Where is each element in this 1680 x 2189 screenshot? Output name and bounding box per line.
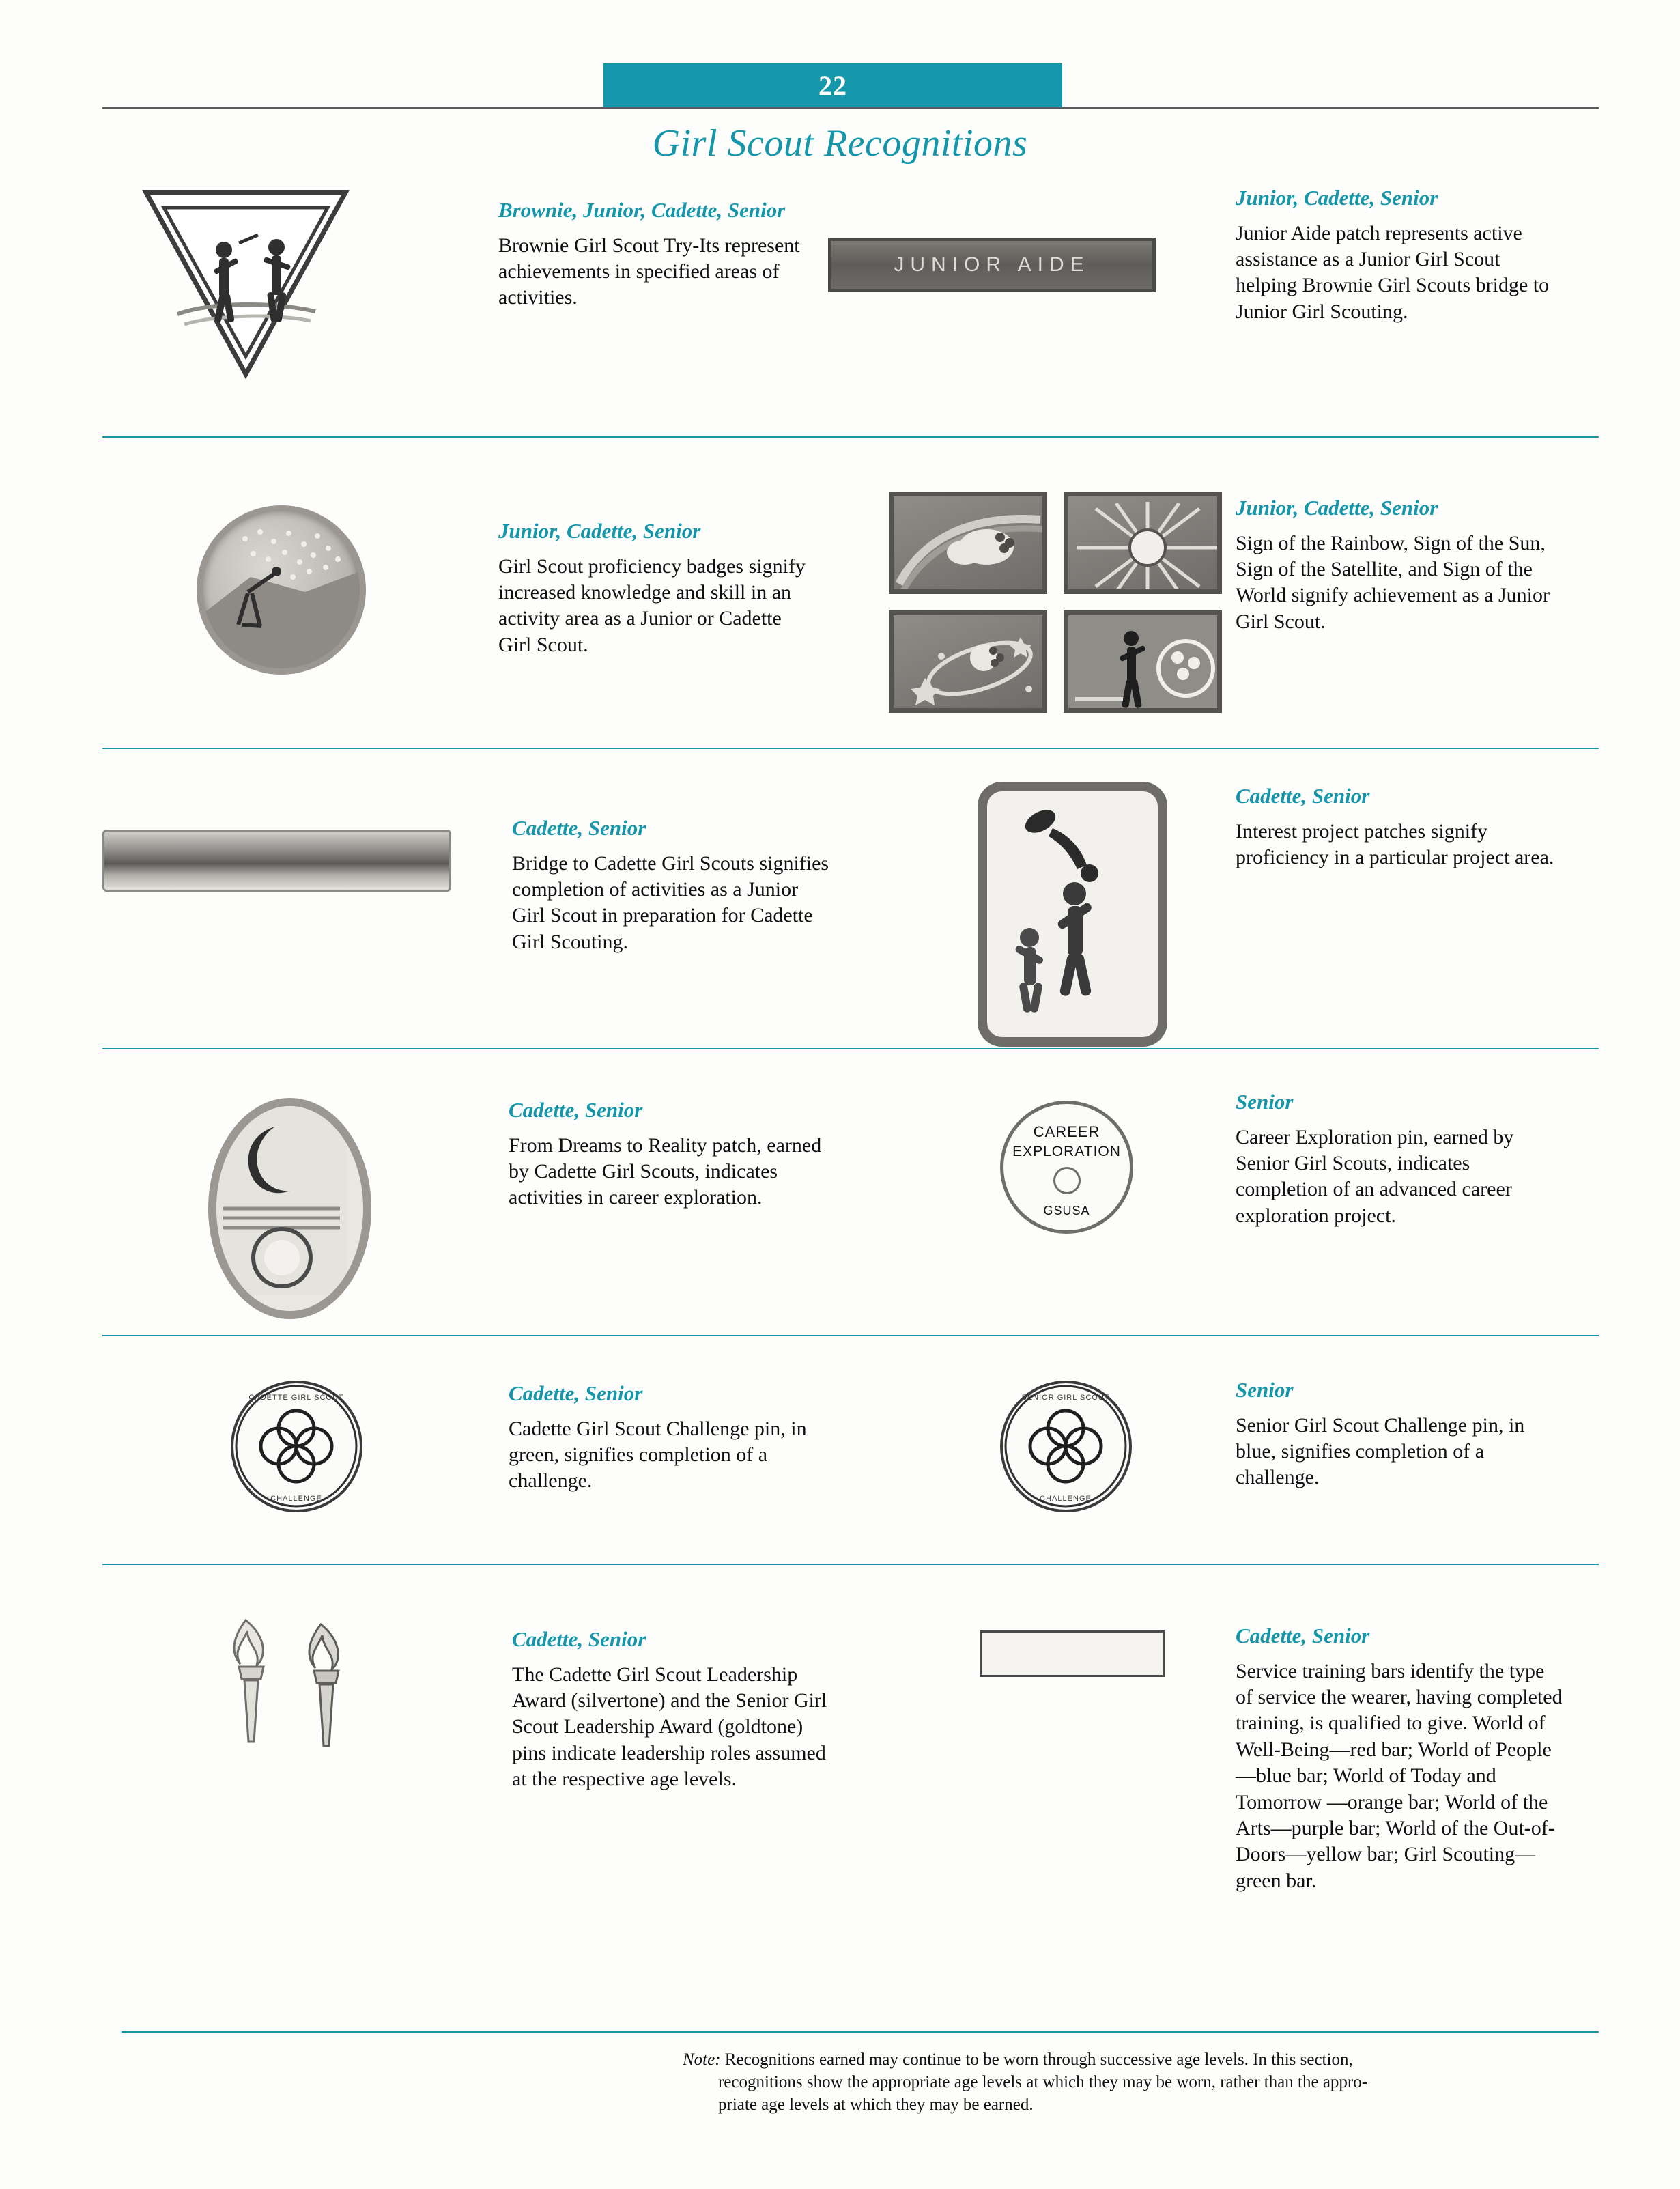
entry-text: Junior Aide patch represents active assistance as a Junior Girl Scout helping Brownie Girl Scouts bridge to Junior Girl Scouting. (1236, 221, 1550, 323)
entry-text: From Dreams to Reality patch, earned by Cadette Girl Scouts, indicates activities in career exploration. (509, 1133, 822, 1209)
service-training-bar-art (980, 1630, 1165, 1677)
career-exploration-pin-art (1000, 1101, 1133, 1234)
interest-project-patch-art (978, 782, 1167, 1047)
svg-text:CHALLENGE: CHALLENGE (270, 1495, 322, 1503)
entry-text: Girl Scout proficiency badges signify increased knowledge and skill in an activity area as a Junior or Cadette Girl Scout. (498, 554, 806, 656)
entry-heading: Cadette, Senior (512, 1627, 646, 1651)
entry-heading: Junior, Cadette, Senior (498, 519, 701, 543)
entry-heading: Cadette, Senior (509, 1098, 643, 1122)
junior-aide-patch-art (828, 238, 1156, 292)
entry-career-exploration (1236, 1090, 1563, 1229)
row-divider (102, 1048, 1599, 1049)
footnote-line-2: recognitions show the appropriate age levels at which they may be worn, rather than the appro- (718, 2073, 1368, 2091)
row-divider (102, 748, 1599, 749)
entry-heading: Senior (1236, 1090, 1294, 1114)
entry-text: Sign of the Rainbow, Sign of the Sun, Sign of the Satellite, and Sign of the World signify achievement as a Junior Girl Scout. (1236, 531, 1550, 633)
entry-from-dreams-to-reality (509, 1098, 829, 1211)
row-divider (102, 436, 1599, 438)
entry-text: Brownie Girl Scout Try-Its represent achievements in specified areas of activities. (498, 234, 800, 309)
senior-challenge-pin-art (1000, 1381, 1132, 1512)
sign-of-the-satellite-patch (889, 610, 1047, 713)
sign-of-the-world-patch (1064, 610, 1222, 713)
sign-patches-grid-art (889, 492, 1222, 713)
pin-center-dot (1053, 1167, 1081, 1194)
row-divider (102, 1564, 1599, 1565)
entry-text: Bridge to Cadette Girl Scouts signifies completion of activities as a Junior Girl Scout in preparation for Cadette Girl Scouting. (512, 851, 829, 953)
pin-line-exploration: EXPLORATION (1012, 1144, 1121, 1159)
entry-heading: Cadette, Senior (1236, 784, 1370, 808)
entry-junior-aide (1236, 186, 1563, 325)
entry-text: Interest project patches signify proficiency in a particular project area. (1236, 819, 1554, 868)
dreams-to-reality-patch-art (208, 1098, 371, 1319)
entry-try-its (498, 198, 819, 311)
entry-heading: Brownie, Junior, Cadette, Senior (498, 198, 786, 222)
entry-bridge-to-cadette (512, 816, 833, 955)
try-it-triangle-patch-art (137, 184, 355, 386)
proficiency-badge-art (197, 505, 366, 675)
page-title: Girl Scout Recognitions (652, 122, 1028, 165)
footnote-line-3: priate age levels at which they may be earned. (718, 2095, 1034, 2114)
note-divider (122, 2031, 1599, 2033)
cadette-challenge-pin-art (231, 1381, 362, 1512)
torch-pins-art (205, 1608, 403, 1809)
row-divider (102, 1335, 1599, 1336)
page-number-badge: 22 (603, 63, 1062, 107)
pin-line-gsusa: GSUSA (1043, 1204, 1090, 1217)
entry-text: The Cadette Girl Scout Leadership Award (silvertone) and the Senior Girl Scout Leadership Award (goldtone) pins indicate leadership roles assumed at the respective age levels. (512, 1663, 827, 1791)
sign-of-the-rainbow-patch (889, 492, 1047, 594)
bridge-bar-patch-art (102, 830, 451, 892)
entry-cadette-challenge (509, 1381, 829, 1495)
entry-heading: Junior, Cadette, Senior (1236, 186, 1438, 210)
footnote (683, 2048, 1584, 2116)
entry-senior-challenge (1236, 1378, 1563, 1491)
entry-interest-projects (1236, 784, 1563, 871)
entry-text: Career Exploration pin, earned by Senior Girl Scouts, indicates completion of an advanced career exploration project. (1236, 1125, 1514, 1227)
entry-heading: Cadette, Senior (512, 816, 646, 840)
entry-signs (1236, 496, 1563, 635)
footnote-label: Note: (683, 2050, 721, 2069)
entry-text: Cadette Girl Scout Challenge pin, in green, signifies completion of a challenge. (509, 1417, 807, 1493)
junior-aide-patch-label: JUNIOR AIDE (894, 253, 1090, 276)
entry-leadership-awards (512, 1627, 833, 1793)
header-divider (102, 107, 1599, 109)
entry-heading: Junior, Cadette, Senior (1236, 496, 1438, 520)
sign-of-the-sun-patch (1064, 492, 1222, 594)
pin-line-career: CAREER (1033, 1123, 1100, 1140)
entry-heading: Cadette, Senior (1236, 1624, 1370, 1648)
entry-text: Senior Girl Scout Challenge pin, in blue, signifies completion of a challenge. (1236, 1413, 1525, 1489)
entry-service-training-bars (1236, 1624, 1563, 1894)
entry-heading: Senior (1236, 1378, 1294, 1402)
entry-proficiency-badges (498, 519, 819, 658)
svg-text:SENIOR GIRL SCOUT: SENIOR GIRL SCOUT (1021, 1394, 1110, 1402)
entry-heading: Cadette, Senior (509, 1381, 643, 1405)
entry-text: Service training bars identify the type of service the wearer, having completed training, is qualified to give. World of Well-Being—red bar; World of People—blue bar; World of Today and Tomorrow —orange bar; World of the Arts—purple bar; World of the Out-of-Doors—yellow bar; Girl Scouting—green bar. (1236, 1659, 1563, 1892)
svg-text:CHALLENGE: CHALLENGE (1040, 1495, 1092, 1503)
svg-text:CADETTE GIRL SCOUT: CADETTE GIRL SCOUT (248, 1394, 344, 1402)
footnote-line-1: Recognitions earned may continue to be worn through successive age levels. In this section, (720, 2050, 1353, 2069)
